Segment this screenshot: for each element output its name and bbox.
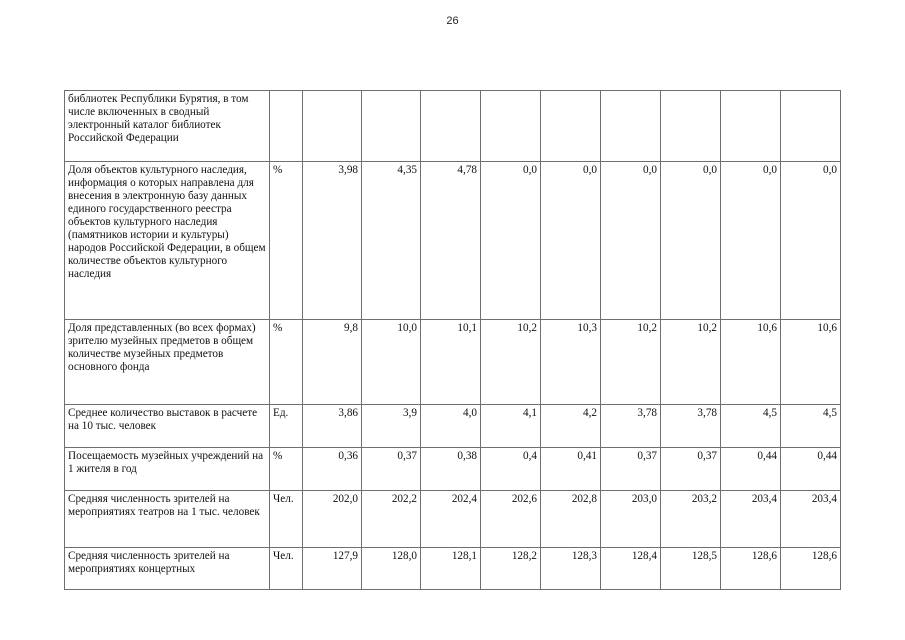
value-cell: 203,4 <box>721 491 781 548</box>
value-cell: 128,0 <box>362 548 421 590</box>
unit-cell <box>270 91 303 162</box>
value-cell <box>421 91 481 162</box>
value-cell: 3,78 <box>601 405 661 448</box>
value-cell <box>781 91 841 162</box>
value-cell: 203,2 <box>661 491 721 548</box>
value-cell: 4,2 <box>541 405 601 448</box>
value-cell: 4,0 <box>421 405 481 448</box>
value-cell <box>362 91 421 162</box>
value-cell: 3,78 <box>661 405 721 448</box>
value-cell: 3,9 <box>362 405 421 448</box>
value-cell <box>541 91 601 162</box>
table-row <box>65 320 841 405</box>
table-row <box>65 91 841 162</box>
table-row <box>65 548 841 590</box>
value-cell: 0,0 <box>661 162 721 320</box>
indicator-name: Средняя численность зрителей на мероприятиях концертных <box>65 548 270 590</box>
indicator-name: Среднее количество выставок в расчете на 10 тыс. человек <box>65 405 270 448</box>
value-cell: 128,4 <box>601 548 661 590</box>
unit-cell: Ед. <box>270 405 303 448</box>
value-cell: 3,98 <box>303 162 362 320</box>
value-cell: 128,5 <box>661 548 721 590</box>
value-cell: 9,8 <box>303 320 362 405</box>
value-cell: 4,78 <box>421 162 481 320</box>
value-cell: 0,37 <box>661 448 721 491</box>
value-cell: 202,0 <box>303 491 362 548</box>
table-row <box>65 162 841 320</box>
unit-cell: Чел. <box>270 491 303 548</box>
unit-cell: % <box>270 162 303 320</box>
value-cell: 0,41 <box>541 448 601 491</box>
value-cell: 3,86 <box>303 405 362 448</box>
value-cell: 10,2 <box>601 320 661 405</box>
page-number: 26 <box>446 15 459 27</box>
value-cell: 202,6 <box>481 491 541 548</box>
indicator-name: библиотек Республики Бурятия, в том числе включенных в сводный электронный каталог библиотек Российской Федерации <box>65 91 270 162</box>
indicators-table <box>64 90 841 590</box>
value-cell: 10,6 <box>781 320 841 405</box>
value-cell: 10,2 <box>481 320 541 405</box>
value-cell: 0,0 <box>481 162 541 320</box>
value-cell: 10,1 <box>421 320 481 405</box>
unit-cell: Чел. <box>270 548 303 590</box>
value-cell: 202,2 <box>362 491 421 548</box>
indicator-name: Доля представленных (во всех формах) зрителю музейных предметов в общем количестве музейных предметов основного фонда <box>65 320 270 405</box>
value-cell: 128,1 <box>421 548 481 590</box>
value-cell: 203,4 <box>781 491 841 548</box>
value-cell: 0,0 <box>781 162 841 320</box>
value-cell: 0,38 <box>421 448 481 491</box>
value-cell <box>721 91 781 162</box>
value-cell: 4,5 <box>721 405 781 448</box>
value-cell: 202,8 <box>541 491 601 548</box>
value-cell: 10,0 <box>362 320 421 405</box>
value-cell: 0,0 <box>721 162 781 320</box>
value-cell: 0,37 <box>601 448 661 491</box>
value-cell: 4,1 <box>481 405 541 448</box>
value-cell: 128,6 <box>721 548 781 590</box>
value-cell: 10,3 <box>541 320 601 405</box>
unit-cell: % <box>270 448 303 491</box>
value-cell: 0,0 <box>541 162 601 320</box>
value-cell: 0,37 <box>362 448 421 491</box>
value-cell: 0,36 <box>303 448 362 491</box>
value-cell: 0,44 <box>781 448 841 491</box>
table-row <box>65 491 841 548</box>
table-body <box>65 91 841 590</box>
table-row <box>65 448 841 491</box>
table-row <box>65 405 841 448</box>
value-cell: 128,2 <box>481 548 541 590</box>
value-cell: 4,35 <box>362 162 421 320</box>
value-cell: 4,5 <box>781 405 841 448</box>
value-cell: 202,4 <box>421 491 481 548</box>
value-cell: 128,6 <box>781 548 841 590</box>
value-cell: 0,44 <box>721 448 781 491</box>
indicator-name: Средняя численность зрителей на мероприятиях театров на 1 тыс. человек <box>65 491 270 548</box>
value-cell <box>661 91 721 162</box>
value-cell <box>481 91 541 162</box>
value-cell: 128,3 <box>541 548 601 590</box>
value-cell: 127,9 <box>303 548 362 590</box>
indicator-name: Доля объектов культурного наследия, информация о которых направлена для внесения в электронную базу данных единого государственного реестра объектов культурного наследия (памятников истории и культуры) народов Российской Федерации, в общем количестве объектов культурного наследия <box>65 162 270 320</box>
value-cell <box>601 91 661 162</box>
value-cell <box>303 91 362 162</box>
value-cell: 10,6 <box>721 320 781 405</box>
value-cell: 0,0 <box>601 162 661 320</box>
value-cell: 203,0 <box>601 491 661 548</box>
unit-cell: % <box>270 320 303 405</box>
value-cell: 10,2 <box>661 320 721 405</box>
value-cell: 0,4 <box>481 448 541 491</box>
indicator-name: Посещаемость музейных учреждений на 1 жителя в год <box>65 448 270 491</box>
